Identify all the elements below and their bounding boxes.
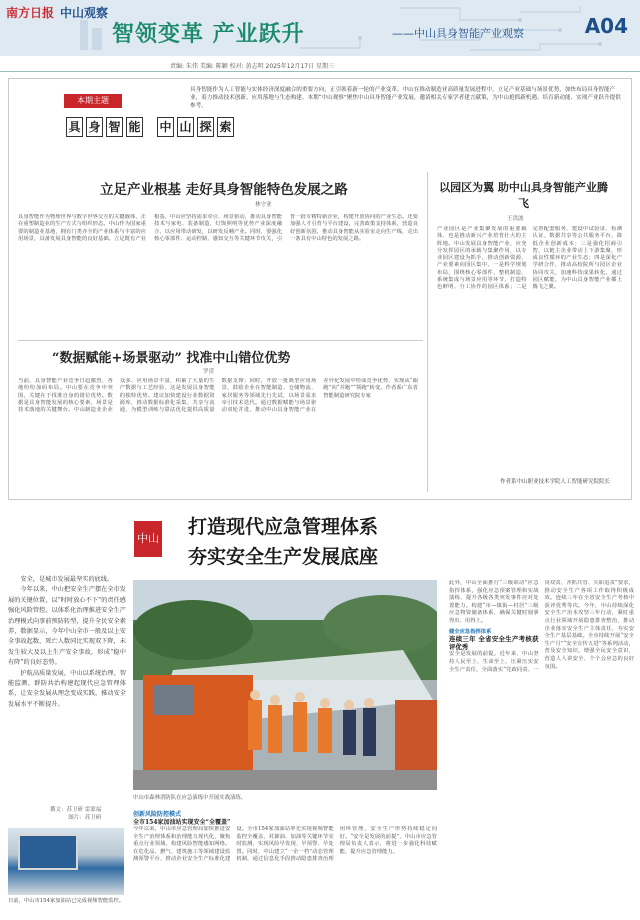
photo-caption: 日前，中山市154家加油站已完成视频智能监控。 bbox=[8, 898, 125, 904]
column-title-char: 中 bbox=[157, 117, 174, 137]
subhead-blue: 创新风险防控模式 bbox=[133, 811, 182, 818]
column-title bbox=[66, 117, 234, 147]
lead-column bbox=[8, 575, 126, 710]
right-column bbox=[449, 580, 634, 916]
article2-title: 以园区为翼 助中山具身智能产业腾飞 bbox=[439, 181, 608, 210]
edit-info: 责编: 朱伟 美编: 陈颖 校对: 黄志明 2025年12月17日 星期三 bbox=[0, 56, 640, 72]
column-title-char: 探 bbox=[197, 117, 214, 137]
article2-author: 王洪波 bbox=[507, 216, 524, 222]
right-body: 安全是发展的前提。近年来，中山坚持人民至上、生命至上，压紧压实安全生产责任，全面落实“党政同责、一岗双责、齐抓共管、失职追责”要求，推动安全生产各项工作取得积极成效。连续三年在全省安全生产考核中获评优秀等次。今年，中山持续深化安全生产治本攻坚三年行动，紧盯重点行业领域开展隐患排查整治，推动企业落实安全生产主体责任，夯实安全生产基层基础。全市持续开展“安全生产月”“安全宣传五进”等系列活动，普及安全知识，增强全民安全意识，营造人人讲安全、个个会应急的良好氛围。 bbox=[449, 580, 634, 673]
photo-caption: 中山市森林消防队在应急演练中开展实战演练。 bbox=[133, 795, 247, 801]
page-headline: 智领变革 产业跃升 bbox=[112, 22, 305, 47]
lead-paragraph: 安全，是城市发展最坚实的底线。 bbox=[20, 576, 114, 583]
monitor-screen-icon bbox=[18, 834, 78, 870]
article2-body: 产业园区是产业集聚发展的重要载体，也是推动新兴产业培育壮大的主阵地。中山发展具身智能产业，应充分发挥园区的承载与集聚作用，以专业园区建设为抓手，推动创新资源、产业要素向园区集中。一是科学规划布局，围绕核心零部件、整机制造、系统集成与场景应用等环节，打造特色鲜明、分工协作的园区体系；二是完善配套服务，建设中试验证、检测认证、数据共享等公共服务平台，降低企业创新成本；三是强化招商引智，以链主企业带动上下游集聚，形成良性循环的产业生态；四是深化产学研合作，推动高校院所与园区企业协同攻关，加速科技成果转化。通过园区赋能，为中山具身智能产业插上腾飞之翼。 bbox=[437, 226, 622, 291]
subhead-blue: 健全应急指挥体系 bbox=[449, 628, 492, 635]
column-title-char: 索 bbox=[217, 117, 234, 137]
lead-paragraph: 今年以来，中山把安全生产摆在全市发展的关键位置，以“时时放心不下”的责任感强化风险管控，以体系化治理推进安全生产治理模式向事前预防转型，提升全民安全素养，数据显示，今年中山全市一般及以上安全事故起数、死亡人数同比实现双下降，未发生较大及以上生产安全事故，形成“稳中有降”的良好态势。 bbox=[8, 586, 126, 667]
article3-title: “数据赋能+场景驱动” 找准中山错位优势 bbox=[52, 351, 291, 366]
firefighter-drill-photo bbox=[133, 580, 437, 790]
subhead: 连续三年 全省安全生产考核获评优秀 bbox=[449, 635, 539, 651]
article3-author: 罗滢 bbox=[203, 369, 215, 375]
right-body: 此外，中山全面推行“三级联动”应急指挥体系，强化应急预案管理和实战演练，提升各级各类突发事件应对处置能力。构建“市—镇街—村居”三级应急物资储备体系，确保关键时刻拿得出、用得上。 bbox=[449, 580, 539, 624]
newspaper-logo: 南方日报 中山观察 bbox=[6, 6, 109, 20]
column-title-char: 身 bbox=[86, 117, 103, 137]
column-title-char: 山 bbox=[177, 117, 194, 137]
article1-body: 具身智能作为物理世界与数字世界交互的关键载体，正在重塑制造业的生产方式与组织形态。中山作为国家重要的制造业基地，拥有门类齐全的产业体系与丰富的应用场景，具备发展具身智能的良好基础。立足既有产业根基，中山应坚持需求牵引、场景驱动，推动具身智能技术与家电、装备制造、灯饰照明等优势产业深度融合，以应用带动研发，以研发反哺产业。同时，要强化核心零部件、运动控制、感知交互等关键环节攻关，引育一批专精特新企业，构建开放协同的产业生态。还要加强人才引育与平台建设，完善政策支持体系，营造良好创新氛围，推动具身智能从实验室走向生产线，走出一条具有中山特色的发展之路。 bbox=[18, 214, 418, 242]
column-title-char: 能 bbox=[126, 117, 143, 137]
column-tag: 本期主题 bbox=[64, 94, 122, 108]
feature-title-line2: 夯实安全生产发展底座 bbox=[188, 546, 379, 568]
gas-station-photo bbox=[8, 828, 124, 895]
section-body: 今年以来，中山市应急管理局加快推进安全生产治理体系和治理能力现代化，聚焦重点行业领域，构建风险智能感知网络。在危化品、燃气、建筑施工等领域建设监测预警平台，推动企业安全生产标准化建设。全市154家加油站率先实现视频智能监控全覆盖，对卸油、加油等关键环节实时监测，实现风险早发现、早预警、早处置。同时，中山建立“一企一档”动态管理机制，通过信息化手段推动隐患排查治理闭环管理，安全生产形势持续稳定向好。“安全是发展的前提”，中山市应急管理局负责人表示，将进一步强化科技赋能，提升应急管理能力。 bbox=[133, 826, 437, 863]
byline: 撰文：苏卫研 雷蒙福 图片：苏卫研 bbox=[50, 807, 102, 821]
divider bbox=[18, 340, 423, 341]
column-title-char: 具 bbox=[66, 117, 83, 137]
feature-title-line1: 打造现代应急管理体系 bbox=[188, 516, 379, 538]
page-subheadline: ——中山具身智能产业观察 bbox=[392, 27, 524, 40]
subhead: 全市154家加油站实现安全“全覆盖” bbox=[133, 819, 231, 826]
page-number: A04 bbox=[584, 14, 628, 38]
drill-scene-illustration bbox=[133, 580, 437, 790]
article1-author: 林守业 bbox=[255, 202, 272, 208]
lead-paragraph: 护航高质量发展，中山以系统治理、智能监测、群防共治构建起现代应急管理体系，让安全发展从理念变成实践，推动安全发展水平不断提升。 bbox=[8, 669, 126, 708]
section-label: 中山观察 bbox=[60, 6, 109, 20]
article3-body: 当前，具身智能产业竞争日趋激烈，各地纷纷加码布局。中山要在竞争中突围，关键在于找准自身的错位优势。数据是具身智能发展的核心要素，场景是技术落地的关键舞台。中山制造业企业众多、应用场景丰富，积累了大量的生产数据与工艺经验，这是发展具身智能的独特优势。建议加快建设行业数据资源库，推动数据标准化采集、共享与流通，为模型训练与算法优化提供高质量数据支撑；同时，开放一批典型应用场景，鼓励企业在智能制造、仓储物流、家居服务等领域先行先试，以场景需求牵引技术迭代。通过数据赋能与场景驱动双轮并进，推动中山具身智能产业在差异化发展中形成竞争优势，实现从“跟跑”向“并跑”“领跑”转变。作者系广东省智能制造研究院专家 bbox=[18, 378, 418, 414]
feature-title bbox=[188, 512, 378, 572]
intro-text: 具身智能作为人工智能与实体经济深度融合的重要方向，正引领着新一轮的产业变革。中山在推动制造业高质量发展进程中，立足产业基础与场景优势，加快布局具身智能产业，着力推动技术创新、应用落地与生态构建。本期“中山观察”聚焦中山具身智能产业发展，邀请相关专家学者建言献策，为中山抢抓新机遇、培育新动能、实现产业跃升提供参考。 bbox=[190, 87, 621, 109]
article1-title: 立足产业根基 走好具身智能特色发展之路 bbox=[100, 182, 348, 198]
region-tag: 中山 bbox=[134, 521, 162, 557]
article2-signature: 作者系中山职业技术学院人工智能研究院院长 bbox=[500, 479, 611, 485]
divider bbox=[427, 172, 428, 492]
column-title-char: 智 bbox=[106, 117, 123, 137]
